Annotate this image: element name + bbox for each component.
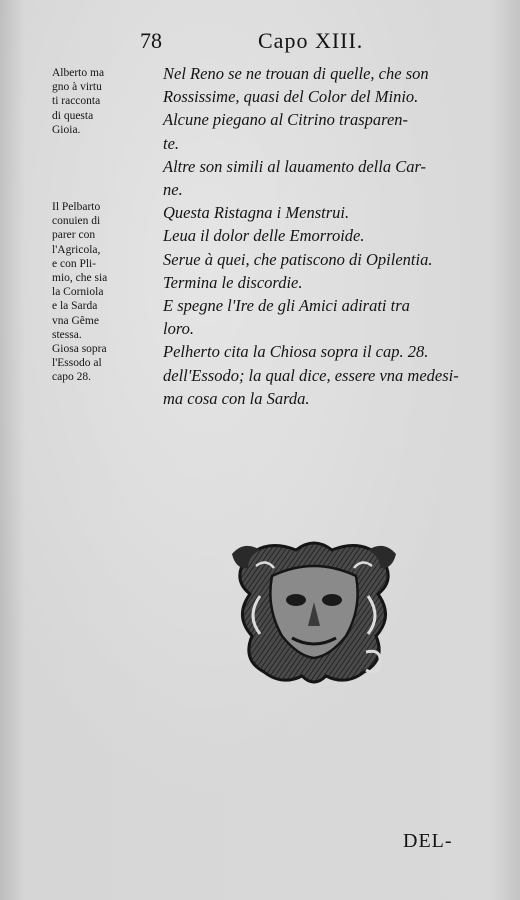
margin-note-line: Giosa sopra [52,343,107,356]
body-line: Leua il dolor delle Emorroide. [163,226,365,246]
margin-note-line: capo 28. [52,371,91,384]
margin-note-line: l'Essodo al [52,357,102,370]
margin-note-line: stessa. [52,328,82,341]
body-line: Alcune piegano al Citrino trasparen- [163,110,409,130]
margin-note-line: mio, che sia [52,272,108,285]
margin-note-line: vna Gême [52,314,99,327]
margin-note-line: ti racconta [52,95,101,108]
grotesque-mask-ornament-icon [226,536,402,688]
body-line: Altre son simili al lauamento della Car- [163,156,427,176]
body-line: Pelherto cita la Chiosa sopra il cap. 28. [163,342,429,362]
body-line: ma cosa con la Sarda. [163,388,310,408]
page-header [0,28,520,58]
body-line: Termina le discordie. [163,272,303,292]
margin-note-line: di questa [52,109,94,122]
body-line: Rossissime, quasi del Color del Minio. [163,87,419,107]
margin-note-line: Gioia. [52,123,81,136]
body-line: Nel Reno se ne trouan di quelle, che son [163,64,429,83]
margin-note-alberto [52,66,136,137]
margin-note-line: gno à virtu [52,81,102,94]
margin-note-line: Il Pelbarto [52,201,101,213]
catchword: DEL- [403,830,453,852]
margin-note-line: conuien di [52,215,101,228]
running-head: Capo XIII. [258,28,364,53]
margin-note-line: e la Sarda [52,300,98,313]
margin-note-line: la Corniola [52,286,104,299]
body-line: te. [163,133,180,153]
body-line: Serue à quei, che patiscono di Opilentia. [163,249,433,269]
margin-note-pelbarto [52,200,136,385]
margin-note-line: parer con [52,229,96,242]
body-line: dell'Essodo; la qual dice, essere vna medesi- [163,365,459,385]
margin-note-line: e con Pli- [52,257,97,270]
margin-note-line: Alberto ma [52,67,105,79]
body-line: E spegne l'Ire de gli Amici adirati tra [163,296,410,316]
body-line: Questa Ristagna i Menstrui. [163,203,350,223]
body-line: ne. [163,180,183,200]
body-text [163,62,508,410]
margin-note-line: l'Agricola, [52,243,101,256]
page-number: 78 [140,28,162,53]
body-line: loro. [163,319,195,339]
